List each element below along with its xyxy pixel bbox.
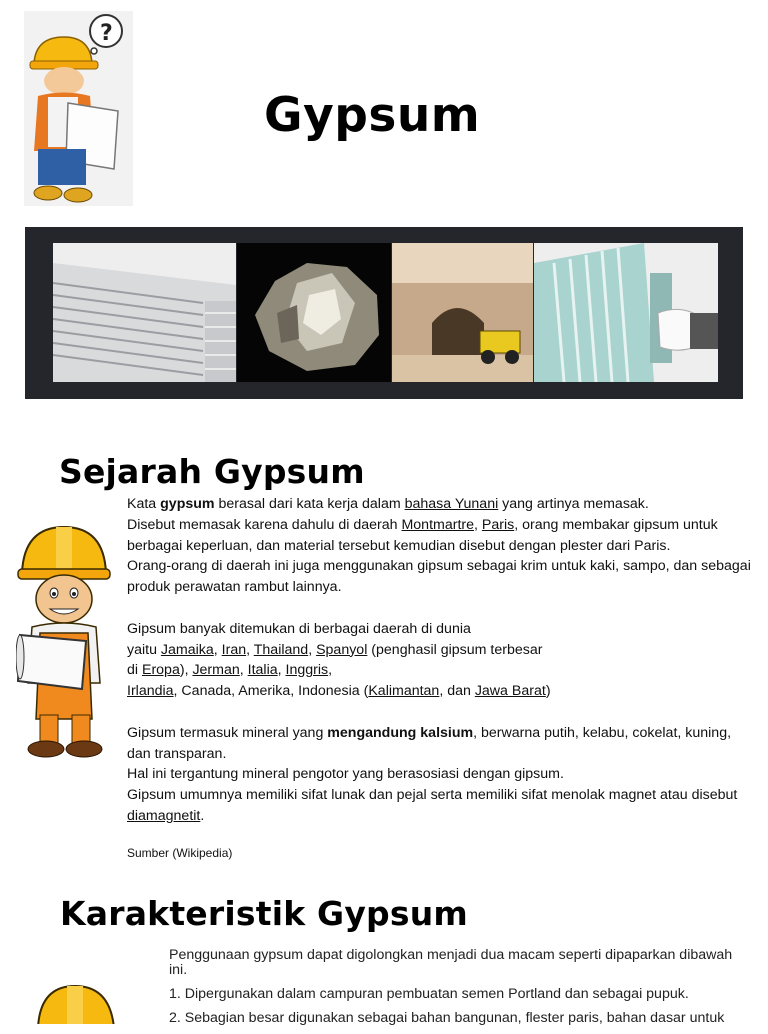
link-spanyol[interactable]: Spanyol: [316, 641, 368, 658]
section-heading-sejarah: Sejarah Gypsum: [59, 452, 365, 491]
paragraph-etymology: Kata gypsum berasal dari kata kerja dalam bahasa Yunani yang artinya memasak.: [127, 496, 649, 512]
paragraph-uses: Orang-orang di daerah ini juga menggunakan gipsum sebagai krim untuk kaki, sampo, dan sebagai produk perawatan rambut lainnya.: [127, 558, 751, 596]
paragraph-impurity: Hal ini tergantung mineral pengotor yang berasosiasi dengan gipsum.: [127, 766, 564, 783]
link-thailand[interactable]: Thailand: [253, 641, 309, 658]
term-mengandung-kalsium: mengandung kalsium: [327, 724, 474, 741]
paragraph-locations: Gipsum banyak ditemukan di berbagai daerah di dunia yaitu Jamaika, Iran, Thailand, Spanyol (penghasil gipsum terbesar di Eropa), Jerman, Italia, Inggris, Irlandia, Canada, Amerika, Indonesia (Kalimantan, dan Jawa Barat): [127, 620, 551, 700]
list-item: 1. Dipergunakan dalam campuran pembuatan semen Portland dan sebagai pupuk.: [169, 986, 689, 1002]
paragraph-paris: Disebut memasak karena dahulu di daerah Montmartre, Paris, orang membakar gipsum untuk berbagai keperluan, dan material tersebut kemudian disebut dengan plester dari Paris.: [127, 516, 718, 554]
gypsum-mine-photo: [392, 243, 533, 382]
paragraph-mineral: Gipsum termasuk mineral yang mengandung kalsium, berwarna putih, kelabu, cokelat, kuning, dan transparan.: [127, 724, 732, 762]
worker-reading-plan-illustration: [24, 11, 133, 206]
link-irlandia[interactable]: Irlandia: [127, 683, 174, 700]
link-diamagnetit[interactable]: diamagnetit: [127, 807, 201, 824]
link-montmartre[interactable]: Montmartre: [401, 516, 474, 533]
paragraph-properties: Gipsum umumnya memiliki sifat lunak dan pejal serta memiliki sifat menolak magnet atau disebut diamagnetit.: [127, 787, 738, 824]
link-inggris[interactable]: Inggris: [285, 662, 329, 679]
karakteristik-list: [169, 986, 744, 1026]
term-gypsum: gypsum: [160, 496, 215, 512]
link-kalimantan[interactable]: Kalimantan: [368, 683, 440, 700]
source-citation: Sumber (Wikipedia): [127, 845, 233, 860]
section-heading-karakteristik: Karakteristik Gypsum: [60, 894, 468, 933]
link-eropa[interactable]: Eropa: [141, 662, 180, 679]
link-jawa-barat[interactable]: Jawa Barat: [474, 683, 546, 700]
link-italia[interactable]: Italia: [247, 662, 278, 679]
karakteristik-intro: Penggunaan gypsum dapat digolongkan menjadi dua macam seperti dipaparkan dibawah ini.: [169, 947, 733, 978]
gypsum-crystal-photo: [237, 243, 391, 382]
link-jerman[interactable]: Jerman: [192, 662, 240, 679]
gypsum-photo-banner: [25, 227, 743, 399]
link-iran[interactable]: Iran: [221, 641, 247, 658]
gypsum-boards-hand-photo: [534, 243, 718, 382]
link-jamaika[interactable]: Jamaika: [160, 641, 214, 658]
list-item: 2. Sebagian besar digunakan sebagai bahan bangunan, flester paris, bahan dasar untuk: [169, 1010, 725, 1026]
sejarah-body: [127, 494, 752, 864]
karakteristik-body: [169, 948, 744, 1034]
worker-helmet-illustration: [30, 984, 120, 1024]
worker-holding-plan-illustration: [16, 523, 112, 759]
link-bahasa-yunani[interactable]: bahasa Yunani: [404, 496, 499, 512]
svg-text:?: ?: [100, 21, 113, 46]
link-paris[interactable]: Paris: [481, 516, 515, 533]
gypsum-board-stack-photo: [53, 243, 236, 382]
page-title: Gypsum: [264, 88, 481, 143]
